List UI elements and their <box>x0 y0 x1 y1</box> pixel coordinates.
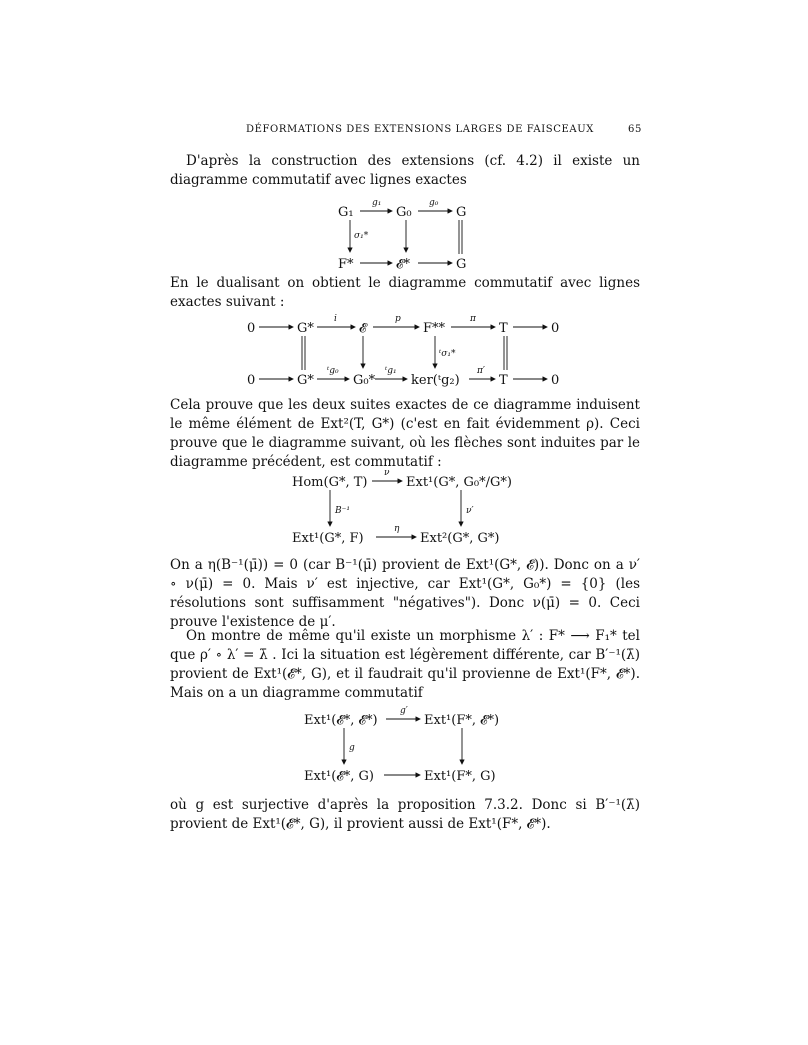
commutative-diagram-3 <box>288 466 538 550</box>
d4-bottom-left: Ext¹(𝓔*, G) <box>304 769 374 784</box>
d3-label-nu: ν <box>384 468 390 478</box>
d1-bot-1: 𝓔* <box>396 257 410 272</box>
d2-bot-3: ker(ᵗg₂) <box>411 373 460 388</box>
d1-label-g0: g₀ <box>429 198 439 208</box>
page-number: 65 <box>628 124 642 135</box>
d3-bottom-right: Ext²(G*, G*) <box>420 531 500 546</box>
d4-label-g: g <box>349 743 355 753</box>
paragraph-2: En le dualisant on obtient le diagramme commutatif avec lignes exactes suivant : <box>170 275 640 310</box>
d2-label-tg1: ᵗg₁ <box>385 366 397 376</box>
d2-bot-2: G₀* <box>353 373 376 388</box>
d1-label-g1: g₁ <box>372 198 382 208</box>
d1-label-sigma: σ₁* <box>354 231 369 241</box>
d3-label-eta: η <box>394 524 400 534</box>
d2-label-tg0: ᵗg₀ <box>327 366 339 376</box>
d1-top-2: G <box>456 205 467 220</box>
d4-top-right: Ext¹(F*, 𝓔*) <box>424 713 500 728</box>
d3-label-nuprime: ν′ <box>466 506 474 516</box>
running-header: DÉFORMATIONS DES EXTENSIONS LARGES DE FAISCEAUX <box>246 124 594 135</box>
d2-top-5: 0 <box>551 321 560 336</box>
d4-label-gprime: g′ <box>400 706 408 716</box>
d2-label-i: i <box>334 314 337 324</box>
d2-label-piprime: π′ <box>477 366 485 376</box>
d2-label-pi: π <box>470 314 476 324</box>
d2-bot-5: 0 <box>551 373 560 388</box>
d3-bottom-left: Ext¹(G*, F) <box>292 531 364 546</box>
paragraph-5: On montre de même qu'il existe un morphisme λ′ : F* ⟶ F₁* tel que ρ′ ∘ λ′ = λ̄ . Ici la situation est légèrement différente, car B′⁻¹(λ̄) provient de Ext¹(𝓔*, G), et il faudrait qu'il provienne de Ext¹(F*, 𝓔*). Mais on a un diagramme commutatif <box>170 628 640 701</box>
d2-top-2: 𝓔 <box>359 321 367 336</box>
d2-label-tsigma: ᵗσ₁* <box>439 349 456 359</box>
d2-bot-4: T <box>499 373 508 388</box>
commutative-diagram-2 <box>245 312 575 392</box>
d4-bottom-right: Ext¹(F*, G) <box>424 769 496 784</box>
d1-bot-0: F* <box>338 257 354 272</box>
paragraph-1: D'après la construction des extensions (cf. 4.2) il existe un diagramme commutatif avec lignes exactes <box>170 153 640 188</box>
d2-label-p: p <box>395 314 401 324</box>
d4-top-left: Ext¹(𝓔*, 𝓔*) <box>304 713 378 728</box>
d2-bot-1: G* <box>297 373 314 388</box>
d3-top-right: Ext¹(G*, G₀*/G*) <box>406 475 512 490</box>
d1-bot-2: G <box>456 257 467 272</box>
d2-bot-0: 0 <box>247 373 256 388</box>
d2-top-1: G* <box>297 321 314 336</box>
d2-top-3: F** <box>423 321 446 336</box>
d3-label-binv: B⁻¹ <box>335 506 350 516</box>
paragraph-3: Cela prouve que les deux suites exactes de ce diagramme induisent le même élément de Ext²(T, G*) (c'est en fait évidemment ρ). Ceci prouve que le diagramme suivant, où les flèches sont induites par le diagramme précédent, est commutatif : <box>170 397 640 470</box>
d2-top-0: 0 <box>247 321 256 336</box>
d1-top-0: G₁ <box>338 205 354 220</box>
commutative-diagram-4 <box>300 704 530 788</box>
paragraph-6: où g est surjective d'après la proposition 7.3.2. Donc si B′⁻¹(λ̄) provient de Ext¹(𝓔*, G), il provient aussi de Ext¹(F*, 𝓔*). <box>170 797 640 832</box>
commutative-diagram-1 <box>330 196 490 274</box>
d2-top-4: T <box>499 321 508 336</box>
d1-top-1: G₀ <box>396 205 412 220</box>
d3-top-left: Hom(G*, T) <box>292 475 368 490</box>
paragraph-4: On a η(B⁻¹(μ̄)) = 0 (car B⁻¹(μ̄) provient de Ext¹(G*, 𝓔)). Donc on a ν′ ∘ ν(μ̄) = 0. Mais ν′ est injective, car Ext¹(G*, G₀*) = {0} (les résolutions sont suffisamment "négatives"). Donc ν(μ̄) = 0. Ceci prouve l'existence de μ′. <box>170 557 640 630</box>
